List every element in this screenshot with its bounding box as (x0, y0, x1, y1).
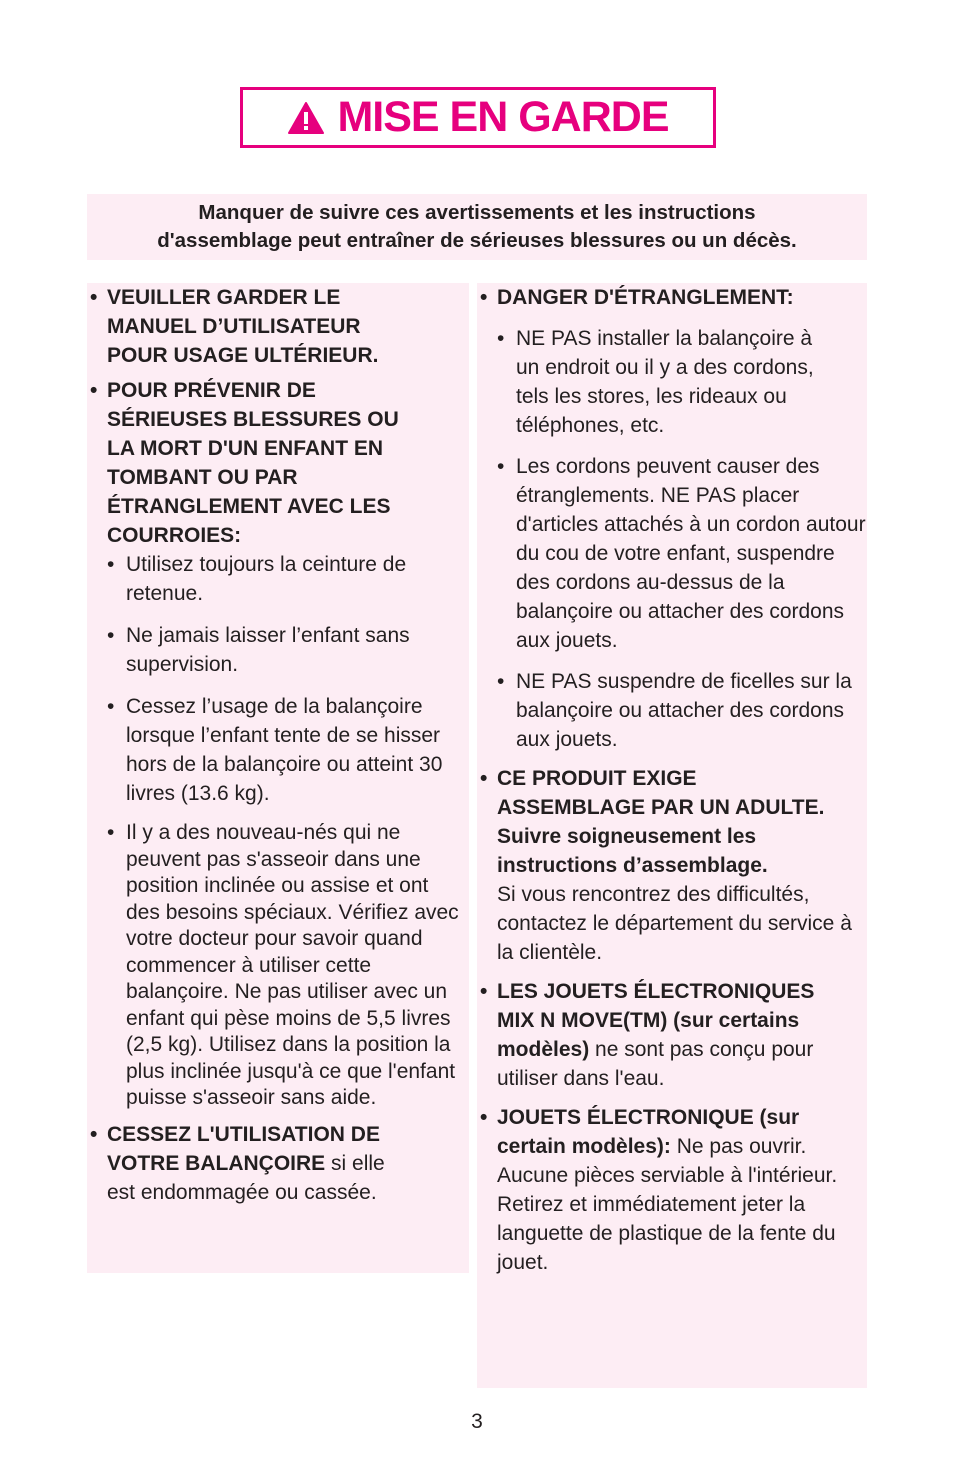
page-title: MISE EN GARDE (337, 93, 669, 141)
list-item: • NE PAS installer la balançoire à un endroit ou il y a des cordons, tels les stores, les rideaux ou téléphones, etc. (479, 324, 831, 440)
list-item (479, 764, 857, 967)
item-heading: • CE PRODUIT EXIGE ASSEMBLAGE PAR UN ADULTE. Suivre soigneusement les instructions d’assemblage. (497, 767, 825, 877)
item-heading: • VEUILLER GARDER LE MANUEL D’UTILISATEUR POUR USAGE ULTÉRIEUR. (107, 286, 379, 367)
item-heading: JOUETS ÉLECTRONIQUE (sur certain modèles): (497, 1106, 800, 1158)
warning-triangle-icon (287, 101, 325, 135)
item-text: ne sont pas conçu pour utiliser dans l'eau. (497, 1038, 814, 1090)
intro-warning (87, 194, 867, 260)
item-heading: DANGER D'ÉTRANGLEMENT: (497, 286, 794, 309)
list-item: • NE PAS suspendre de ficelles sur la balançoire ou attacher des cordons aux jouets. (479, 667, 866, 754)
item-heading: • POUR PRÉVENIR DE SÉRIEUSES BLESSURES OU LA MORT D'UN ENFANT EN TOMBANT OU PAR ÉTRANGLEMENT AVEC LES COURROIES: (107, 379, 399, 547)
item-text: Ne pas ouvrir. Aucune pièces serviable à l'intérieur. Retirez et immédiatement jeter la languette de plastique de la fente du jouet. (497, 1135, 838, 1274)
list-item: • Ne jamais laisser l’enfant sans supervision. (89, 621, 446, 679)
intro-line-1: Manquer de suivre ces avertissements et les instructions (198, 201, 756, 224)
page-number: 3 (471, 1410, 483, 1433)
list-item: • Il y a des nouveau-nés qui ne peuvent pas s'asseoir dans une position inclinée ou assise et ont des besoins spéciaux. Vérifiez avec votre docteur pour savoir quand commencer à utiliser cette balançoire. Ne pas utiliser avec un enfant qui pèse moins de 5,5 livres (2,5 kg). Utilisez dans la position la plus inclinée jusqu'à ce que l'enfant puisse s'asseoir sans aide. (89, 820, 461, 1112)
list-item (479, 283, 867, 312)
left-column (87, 283, 469, 1273)
item-text: si elle est endommagée ou cassée. (107, 1151, 385, 1204)
list-item: • Cessez l’usage de la balançoire lorsque l’enfant tente de se hisser hors de la balançoire ou atteint 30 livres (13.6 kg). (89, 692, 456, 808)
list-item (479, 1103, 857, 1277)
list-item: • Les cordons peuvent causer des étranglements. NE PAS placer d'articles attachés à un cordon autour du cou de votre enfant, suspendre des cordons au-dessus de la balançoire ou attacher des cordons aux jouets. (479, 452, 866, 655)
list-item (89, 376, 469, 550)
list-item (89, 283, 469, 370)
item-heading: LES JOUETS ÉLECTRONIQUES MIX N MOVE(TM) (sur certains modèles) (497, 980, 815, 1061)
item-heading: CESSEZ L'UTILISATION DE VOTRE BALANÇOIRE (107, 1122, 380, 1175)
list-item (479, 977, 847, 1093)
item-text: Si vous rencontrez des difficultés, contactez le département du service à la clientèle. (497, 883, 852, 964)
list-item: • Utilisez toujours la ceinture de retenue. (89, 550, 426, 608)
warning-title-box (240, 87, 716, 148)
intro-line-2: d'assemblage peut entraîner de sérieuses blessures ou un décès. (157, 229, 797, 252)
right-column (477, 283, 867, 1388)
list-item (89, 1120, 417, 1207)
